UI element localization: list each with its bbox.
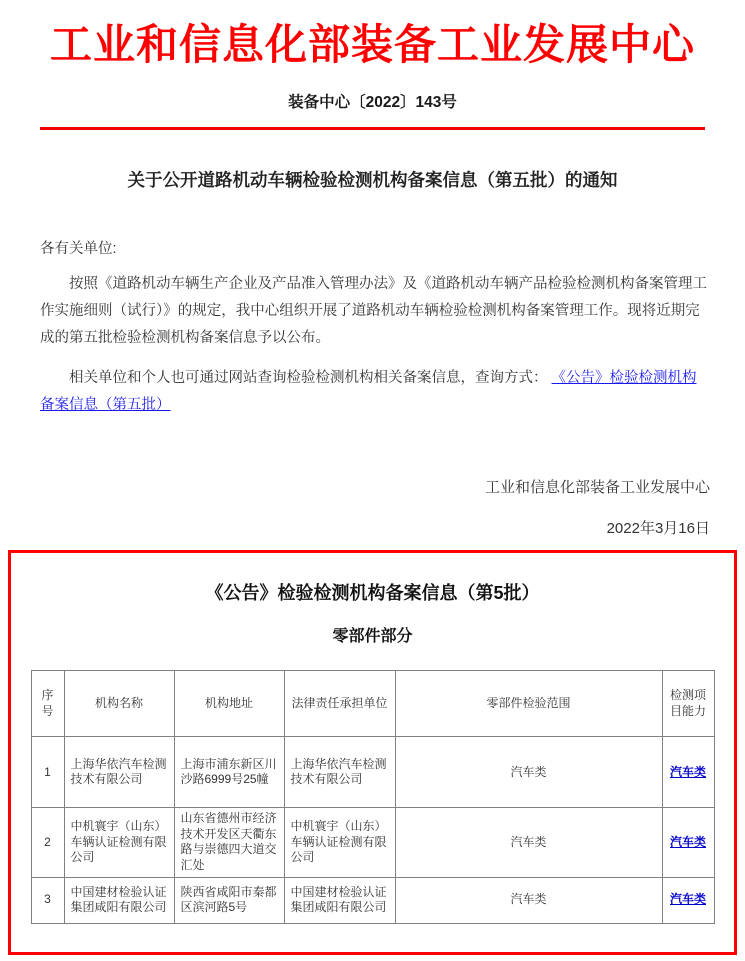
cell-name: 中国建材检验认证集团咸阳有限公司 [64, 877, 174, 923]
cell-address: 陕西省咸阳市秦都区滨河路5号 [174, 877, 284, 923]
notice-paragraph-2 [40, 365, 708, 419]
cell-legal: 中机寰宇（山东）车辆认证检测有限公司 [284, 808, 395, 877]
bulletin-subtitle: 零部件部分 [332, 628, 413, 646]
col-header-scope: 零部件检验范围 [395, 671, 662, 737]
cell-address: 上海市浦东新区川沙路6999号25幢 [174, 737, 284, 808]
col-header-address: 机构地址 [174, 671, 284, 737]
cell-capability [662, 737, 714, 808]
cell-seq: 1 [31, 737, 64, 808]
cell-legal: 中国建材检验认证集团咸阳有限公司 [284, 877, 395, 923]
red-divider-rule [40, 127, 705, 130]
signature-date: 2022年3月16日 [606, 520, 710, 538]
cell-scope: 汽车类 [395, 877, 662, 923]
col-header-legal: 法律责任承担单位 [284, 671, 395, 737]
paragraph-2-text: 相关单位和个人也可通过网站查询检验检测机构相关备案信息，查询方式： [69, 370, 548, 387]
cell-legal: 上海华依汽车检测技术有限公司 [284, 737, 395, 808]
cell-seq: 3 [31, 877, 64, 923]
notice-paragraph-1: 按照《道路机动车辆生产企业及产品准入管理办法》及《道路机动车辆产品检验检测机构备案管理工作实施细则（试行）》的规定，我中心组织开展了道路机动车辆检验检测机构备案管理工作。现将近期完成的第五批检验检测机构备案信息予以公布。 [40, 276, 707, 347]
table-row [31, 737, 714, 808]
bulletin-info-link[interactable]: 《公告》检验检测机构备案信息（第五批） [40, 370, 697, 414]
notice-title: 关于公开道路机动车辆检验检测机构备案信息（第五批）的通知 [127, 170, 618, 191]
org-title: 工业和信息化部装备工业发展中心 [49, 23, 695, 69]
cell-capability [662, 877, 714, 923]
table-header-row [31, 671, 714, 737]
cell-capability [662, 808, 714, 877]
capability-link[interactable]: 汽车类 [669, 834, 706, 849]
cell-scope: 汽车类 [395, 737, 662, 808]
signature-org: 工业和信息化部装备工业发展中心 [484, 479, 710, 497]
table-row [31, 877, 714, 923]
capability-link[interactable]: 汽车类 [669, 892, 706, 907]
cell-name: 中机寰宇（山东）车辆认证检测有限公司 [64, 808, 174, 877]
col-header-seq: 序号 [31, 671, 64, 737]
capability-link[interactable]: 汽车类 [669, 764, 706, 779]
cell-scope: 汽车类 [395, 808, 662, 877]
bulletin-box [8, 550, 737, 954]
cell-address: 山东省德州市经济技术开发区天衢东路与崇德四大道交汇处 [174, 808, 284, 877]
filing-table [31, 670, 715, 923]
cell-seq: 2 [31, 808, 64, 877]
doc-number: 装备中心〔2022〕143号 [288, 94, 457, 112]
salutation: 各有关单位: [40, 241, 117, 258]
bulletin-title: 《公告》检验检测机构备案信息（第5批） [205, 583, 540, 604]
col-header-name: 机构名称 [64, 671, 174, 737]
table-row [31, 808, 714, 877]
col-header-capability: 检测项目能力 [662, 671, 714, 737]
cell-name: 上海华依汽车检测技术有限公司 [64, 737, 174, 808]
